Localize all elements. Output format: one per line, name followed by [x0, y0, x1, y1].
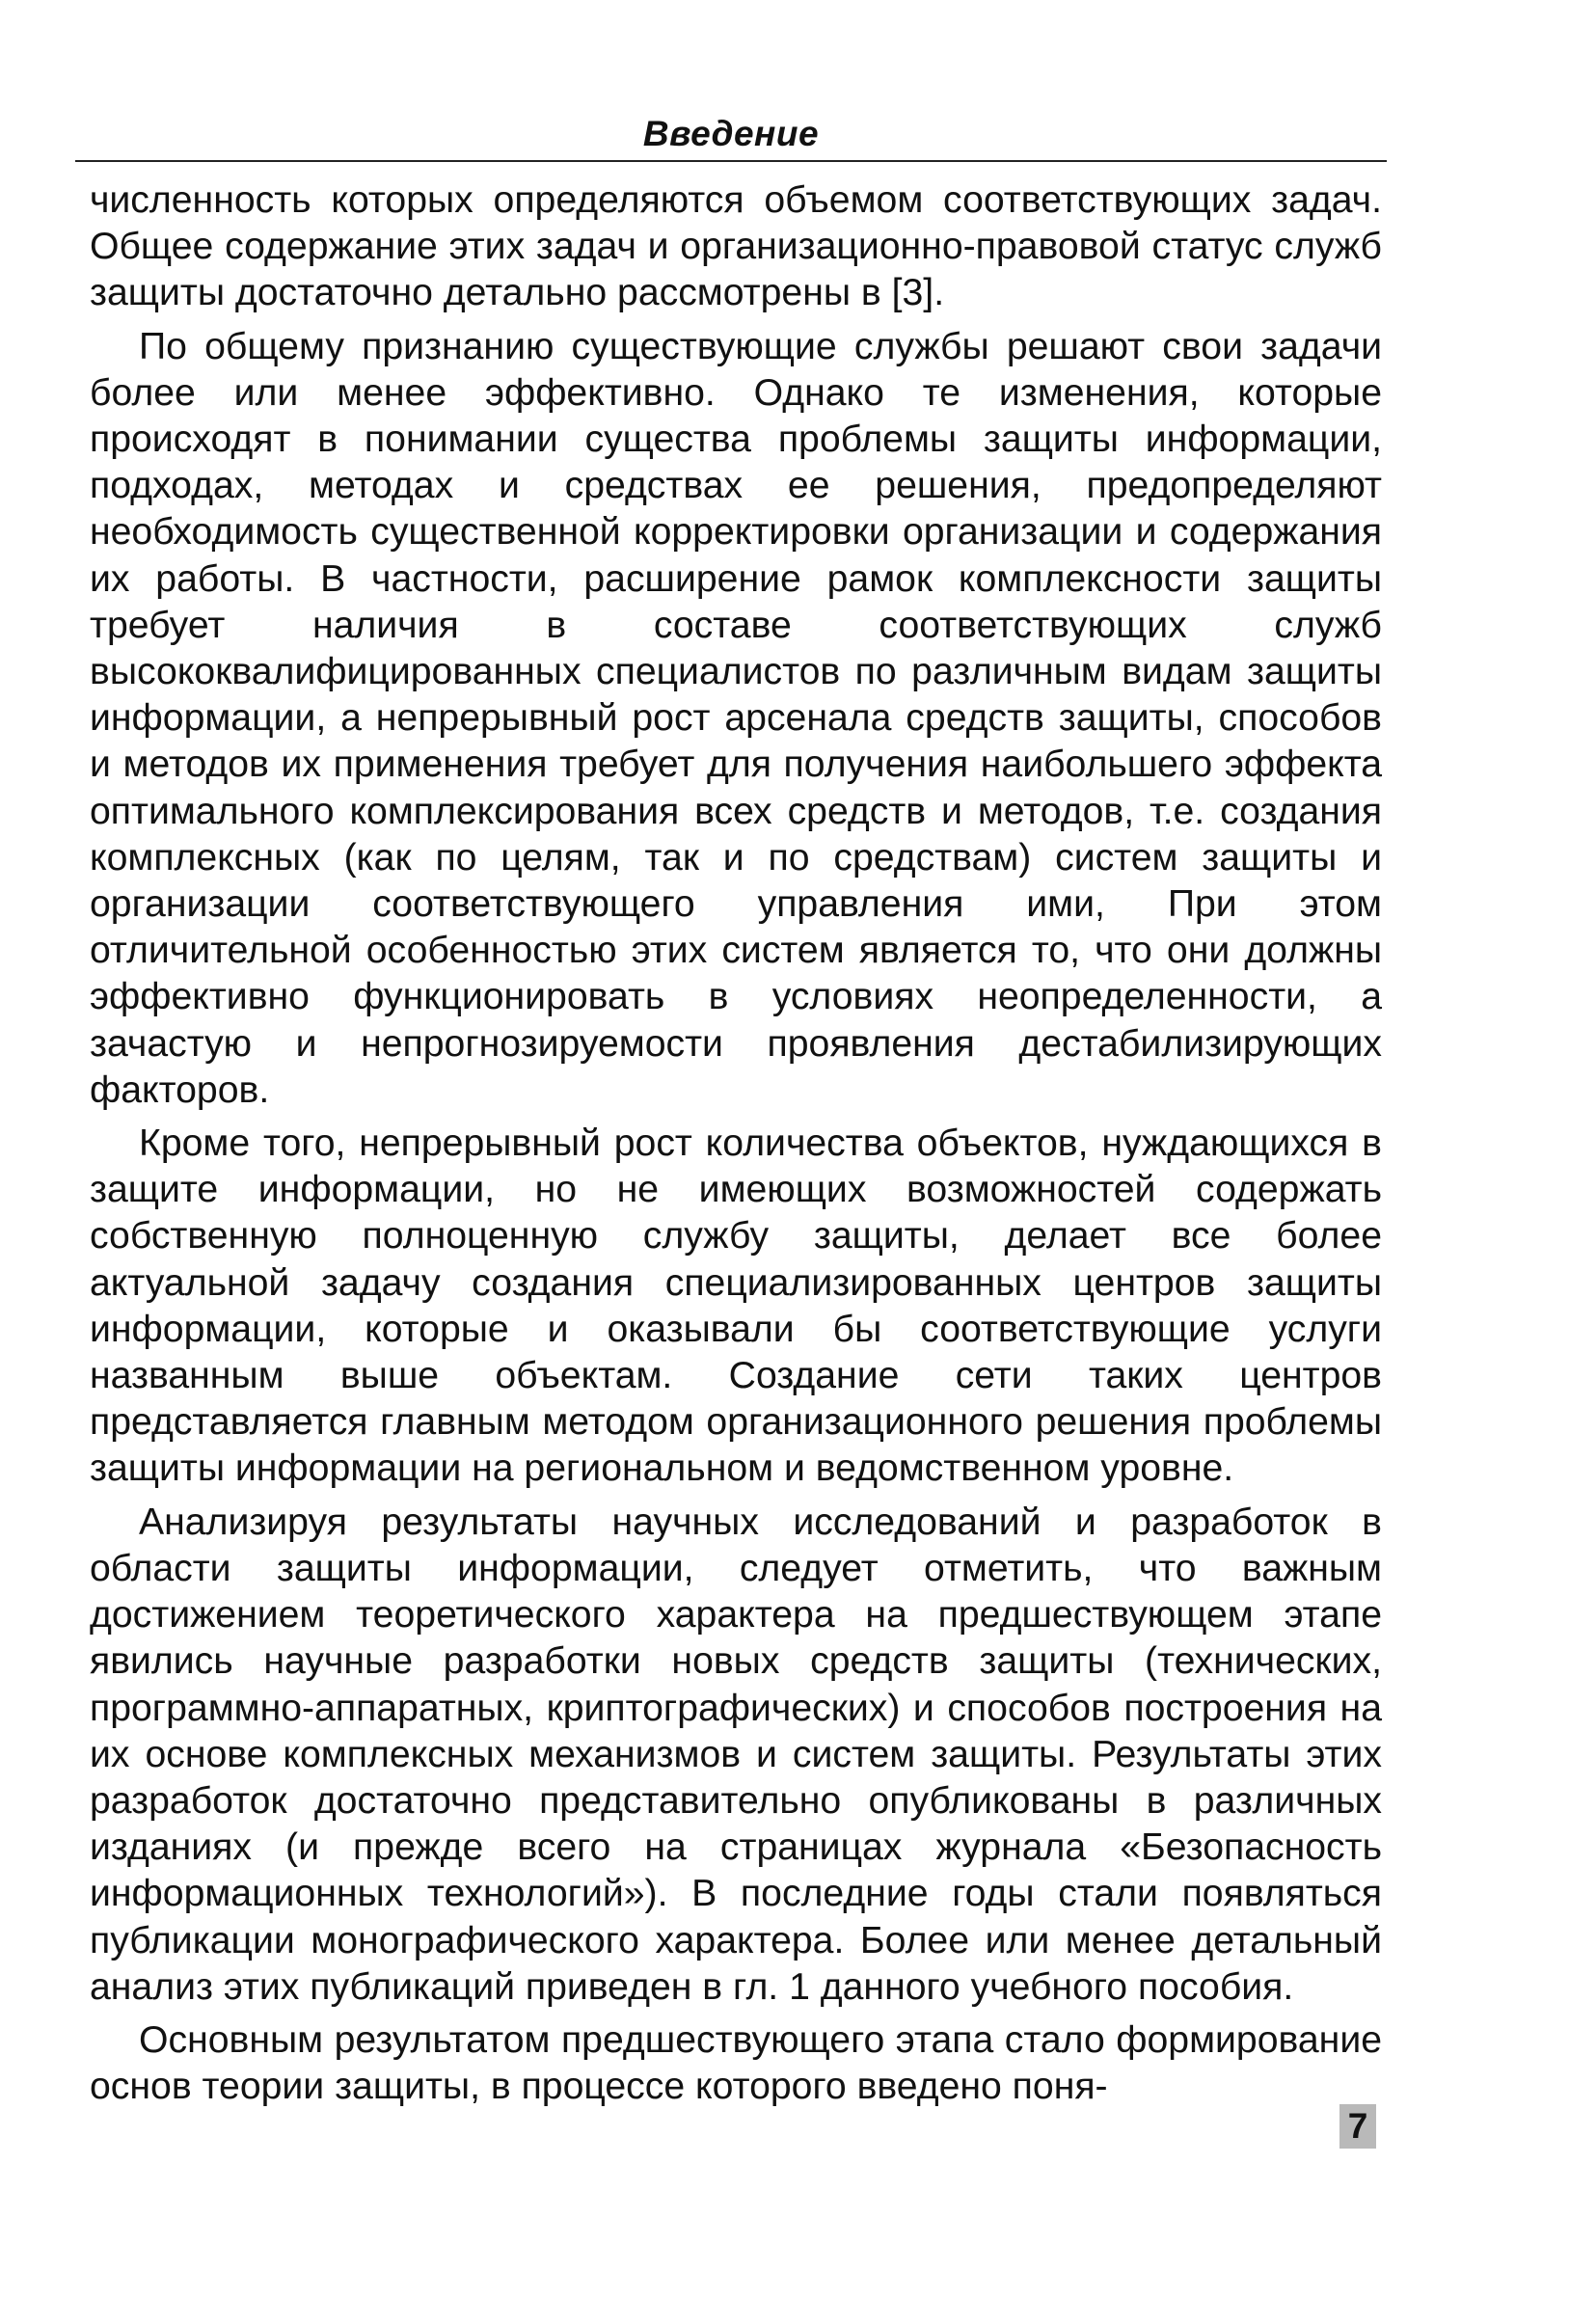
page-number: 7: [1339, 2104, 1376, 2149]
running-header: [75, 112, 1387, 162]
body-text: [90, 177, 1382, 2117]
paragraph: Анализируя результаты научных исследований и разработок в области защиты информации, следует отметить, что важным достижением теоретического характера на предшествующем этапе явились научные разработки новых средств защиты (технических, программно-аппаратных, криптографических) и способов построения на их основе комплексных механизмов и систем защиты. Результаты этих разработок достаточно представительно опубликованы в различных изданиях (и прежде всего на страницах журнала «Безопасность информационных технологий»). В последние годы стали появляться публикации монографического характера. Более или менее детальный анализ этих публикаций приведен в гл. 1 данного учебного пособия.: [90, 1501, 1382, 2008]
paragraph: Кроме того, непрерывный рост количества объектов, нуждающихся в защите информации, но не имеющих возможностей содержать собственную полноценную службу защиты, делает все более актуальной задачу создания специализированных центров защиты информации, которые и оказывали бы соответствующие услуги названным выше объектам. Создание сети таких центров представляется главным методом организационного решения проблемы защиты информации на региональном и ведомственном уровне.: [90, 1122, 1382, 1490]
paragraph: Основным результатом предшествующего этапа стало формирование основ теории защиты, в процессе которого введено поня-: [90, 2018, 1382, 2108]
chapter-title: Введение: [642, 114, 820, 153]
paragraph: По общему признанию существующие службы решают свои задачи более или менее эффективно. Однако те изменения, которые происходят в понимании существа проблемы защиты информации, подходах, методах и средствах ее решения, предопределяют необходимость существенной корректировки организации и содержания их работы. В частности, расширение рамок комплексности защиты требует наличия в составе соответствующих служб высококвалифицированных специалистов по различным видам защиты информации, а непрерывный рост арсенала средств защиты, способов и методов их применения требует для получения наибольшего эффекта оптимального комплексирования всех средств и методов, т.е. создания комплексных (как по целям, так и по средствам) систем защиты и организации соответствующего управления ими, При этом отличительной особенностью этих систем является то, что они должны эффективно функционировать в условиях неопределенности, а зачастую и непрогнозируемости проявления дестабилизирующих факторов.: [90, 325, 1382, 1111]
header-rule: [75, 160, 1387, 162]
paragraph-continuation: численность которых определяются объемом соответствующих задач. Общее содержание этих задач и организационно-правовой статус служб защиты достаточно детально рассмотрены в [3].: [90, 179, 1382, 314]
